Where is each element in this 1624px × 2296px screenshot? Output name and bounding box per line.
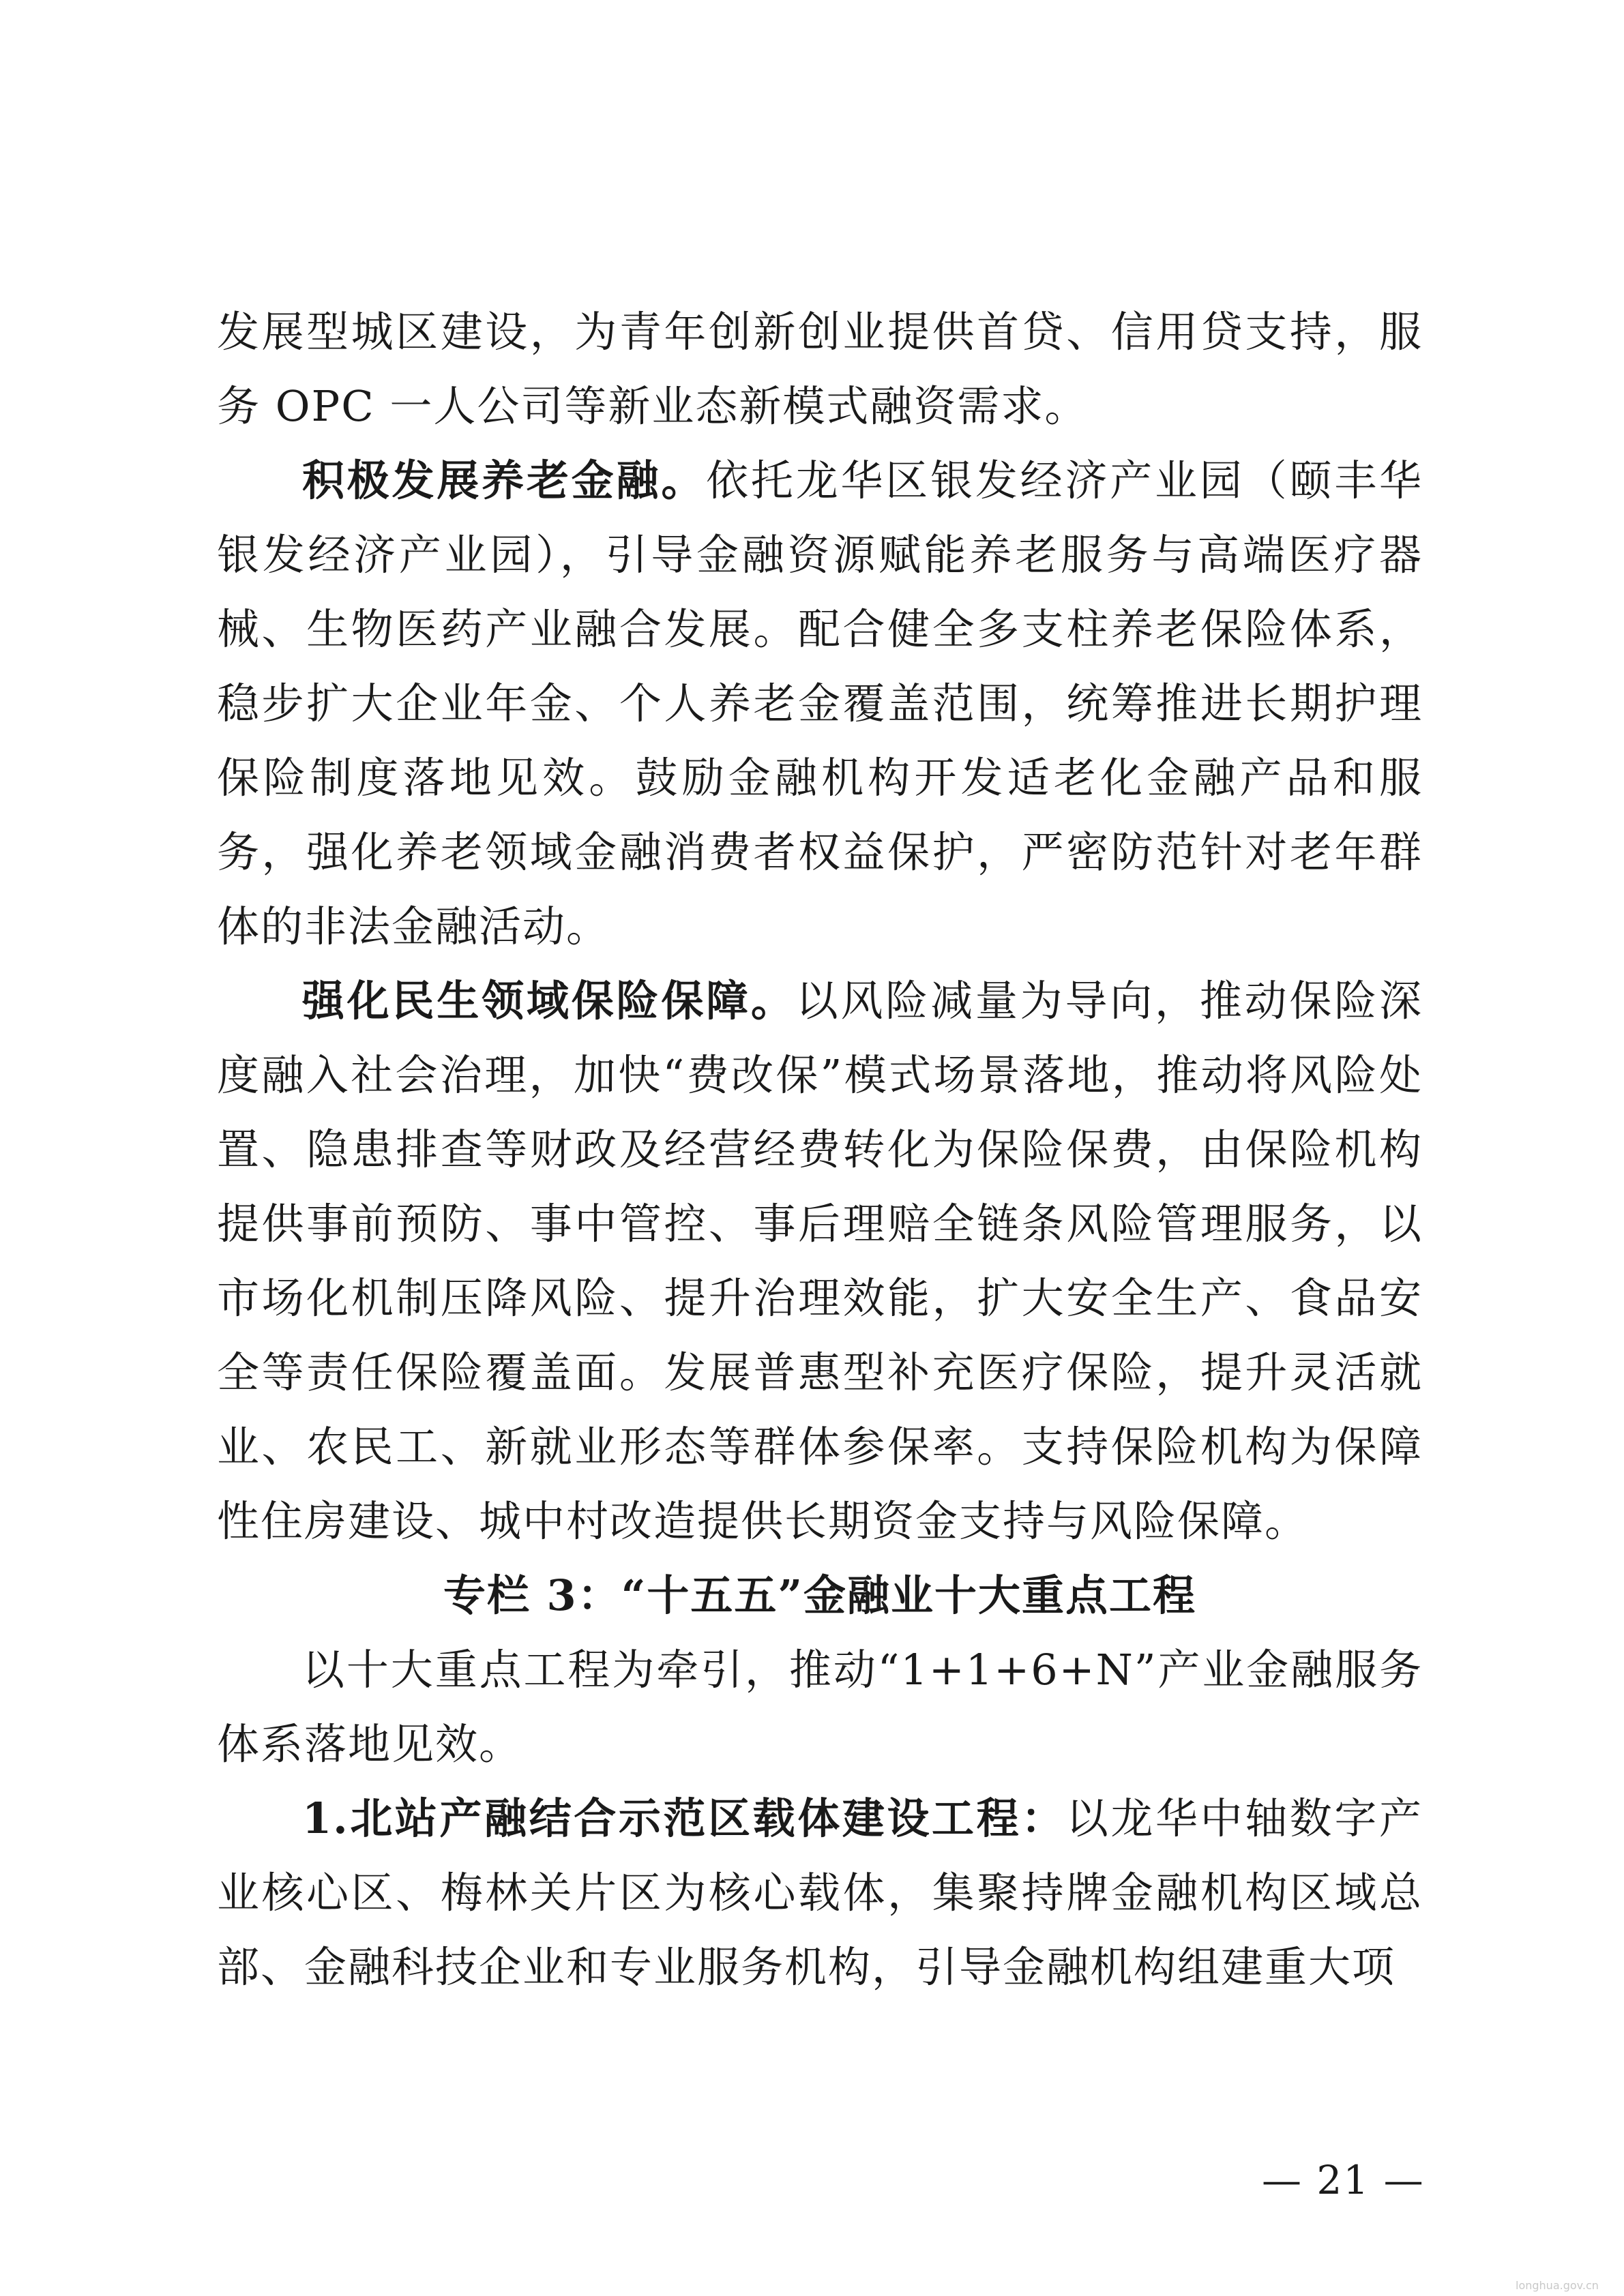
document-body (217, 295, 1423, 2004)
box-intro (217, 1632, 1423, 1781)
page-number: — 21 — (1262, 2157, 1425, 2203)
paragraph-text: 发展型城区建设，为青年创新创业提供首贷、信用贷支持，服务 OPC 一人公司等新业态新模式融资需求。 (217, 307, 1423, 431)
paragraph-lead-heading: 强化民生领域保险保障。 (302, 976, 796, 1026)
paragraph-elderly-finance (217, 443, 1423, 964)
box-item-text: 以龙华中轴数字产业核心区、梅林关片区为核心载体，集聚持牌金融机构区域总部、金融科技企业和专业服务机构，引导金融机构组建重大项 (217, 1793, 1423, 1992)
box-intro-text: 以十大重点工程为牵引，推动“1+1+6+N”产业金融服务体系落地见效。 (217, 1645, 1423, 1769)
box-item-lead: 1.北站产融结合示范区载体建设工程： (302, 1793, 1066, 1843)
paragraph-insurance (217, 964, 1423, 1558)
paragraph-lead-heading: 积极发展养老金融。 (302, 456, 707, 505)
watermark: longhua.gov.cn (1516, 2279, 1599, 2292)
paragraph-continuation (217, 295, 1423, 443)
paragraph-text: 以风险减量为导向，推动保险深度融入社会治理，加快“费改保”模式场景落地，推动将风险处置、隐患排查等财政及经营经费转化为保险保费，由保险机构提供事前预防、事中管控、事后理赔全链条风险管理服务，以市场化机制压降风险、提升治理效能，扩大安全生产、食品安全等责任保险覆盖面。发展普惠型补充医疗保险，提升灵活就业、农民工、新就业形态等群体参保率。支持保险机构为保障性住房建设、城中村改造提供长期资金支持与风险保障。 (217, 976, 1423, 1546)
box-item-1 (217, 1781, 1423, 2004)
box-title: 专栏 3：“十五五”金融业十大重点工程 (443, 1570, 1197, 1620)
paragraph-text: 依托龙华区银发经济产业园（颐丰华银发经济产业园），引导金融资源赋能养老服务与高端医疗器械、生物医药产业融合发展。配合健全多支柱养老保险体系，稳步扩大企业年金、个人养老金覆盖范围，统筹推进长期护理保险制度落地见效。鼓励金融机构开发适老化金融产品和服务，强化养老领域金融消费者权益保护，严密防范针对老年群体的非法金融活动。 (217, 456, 1423, 951)
